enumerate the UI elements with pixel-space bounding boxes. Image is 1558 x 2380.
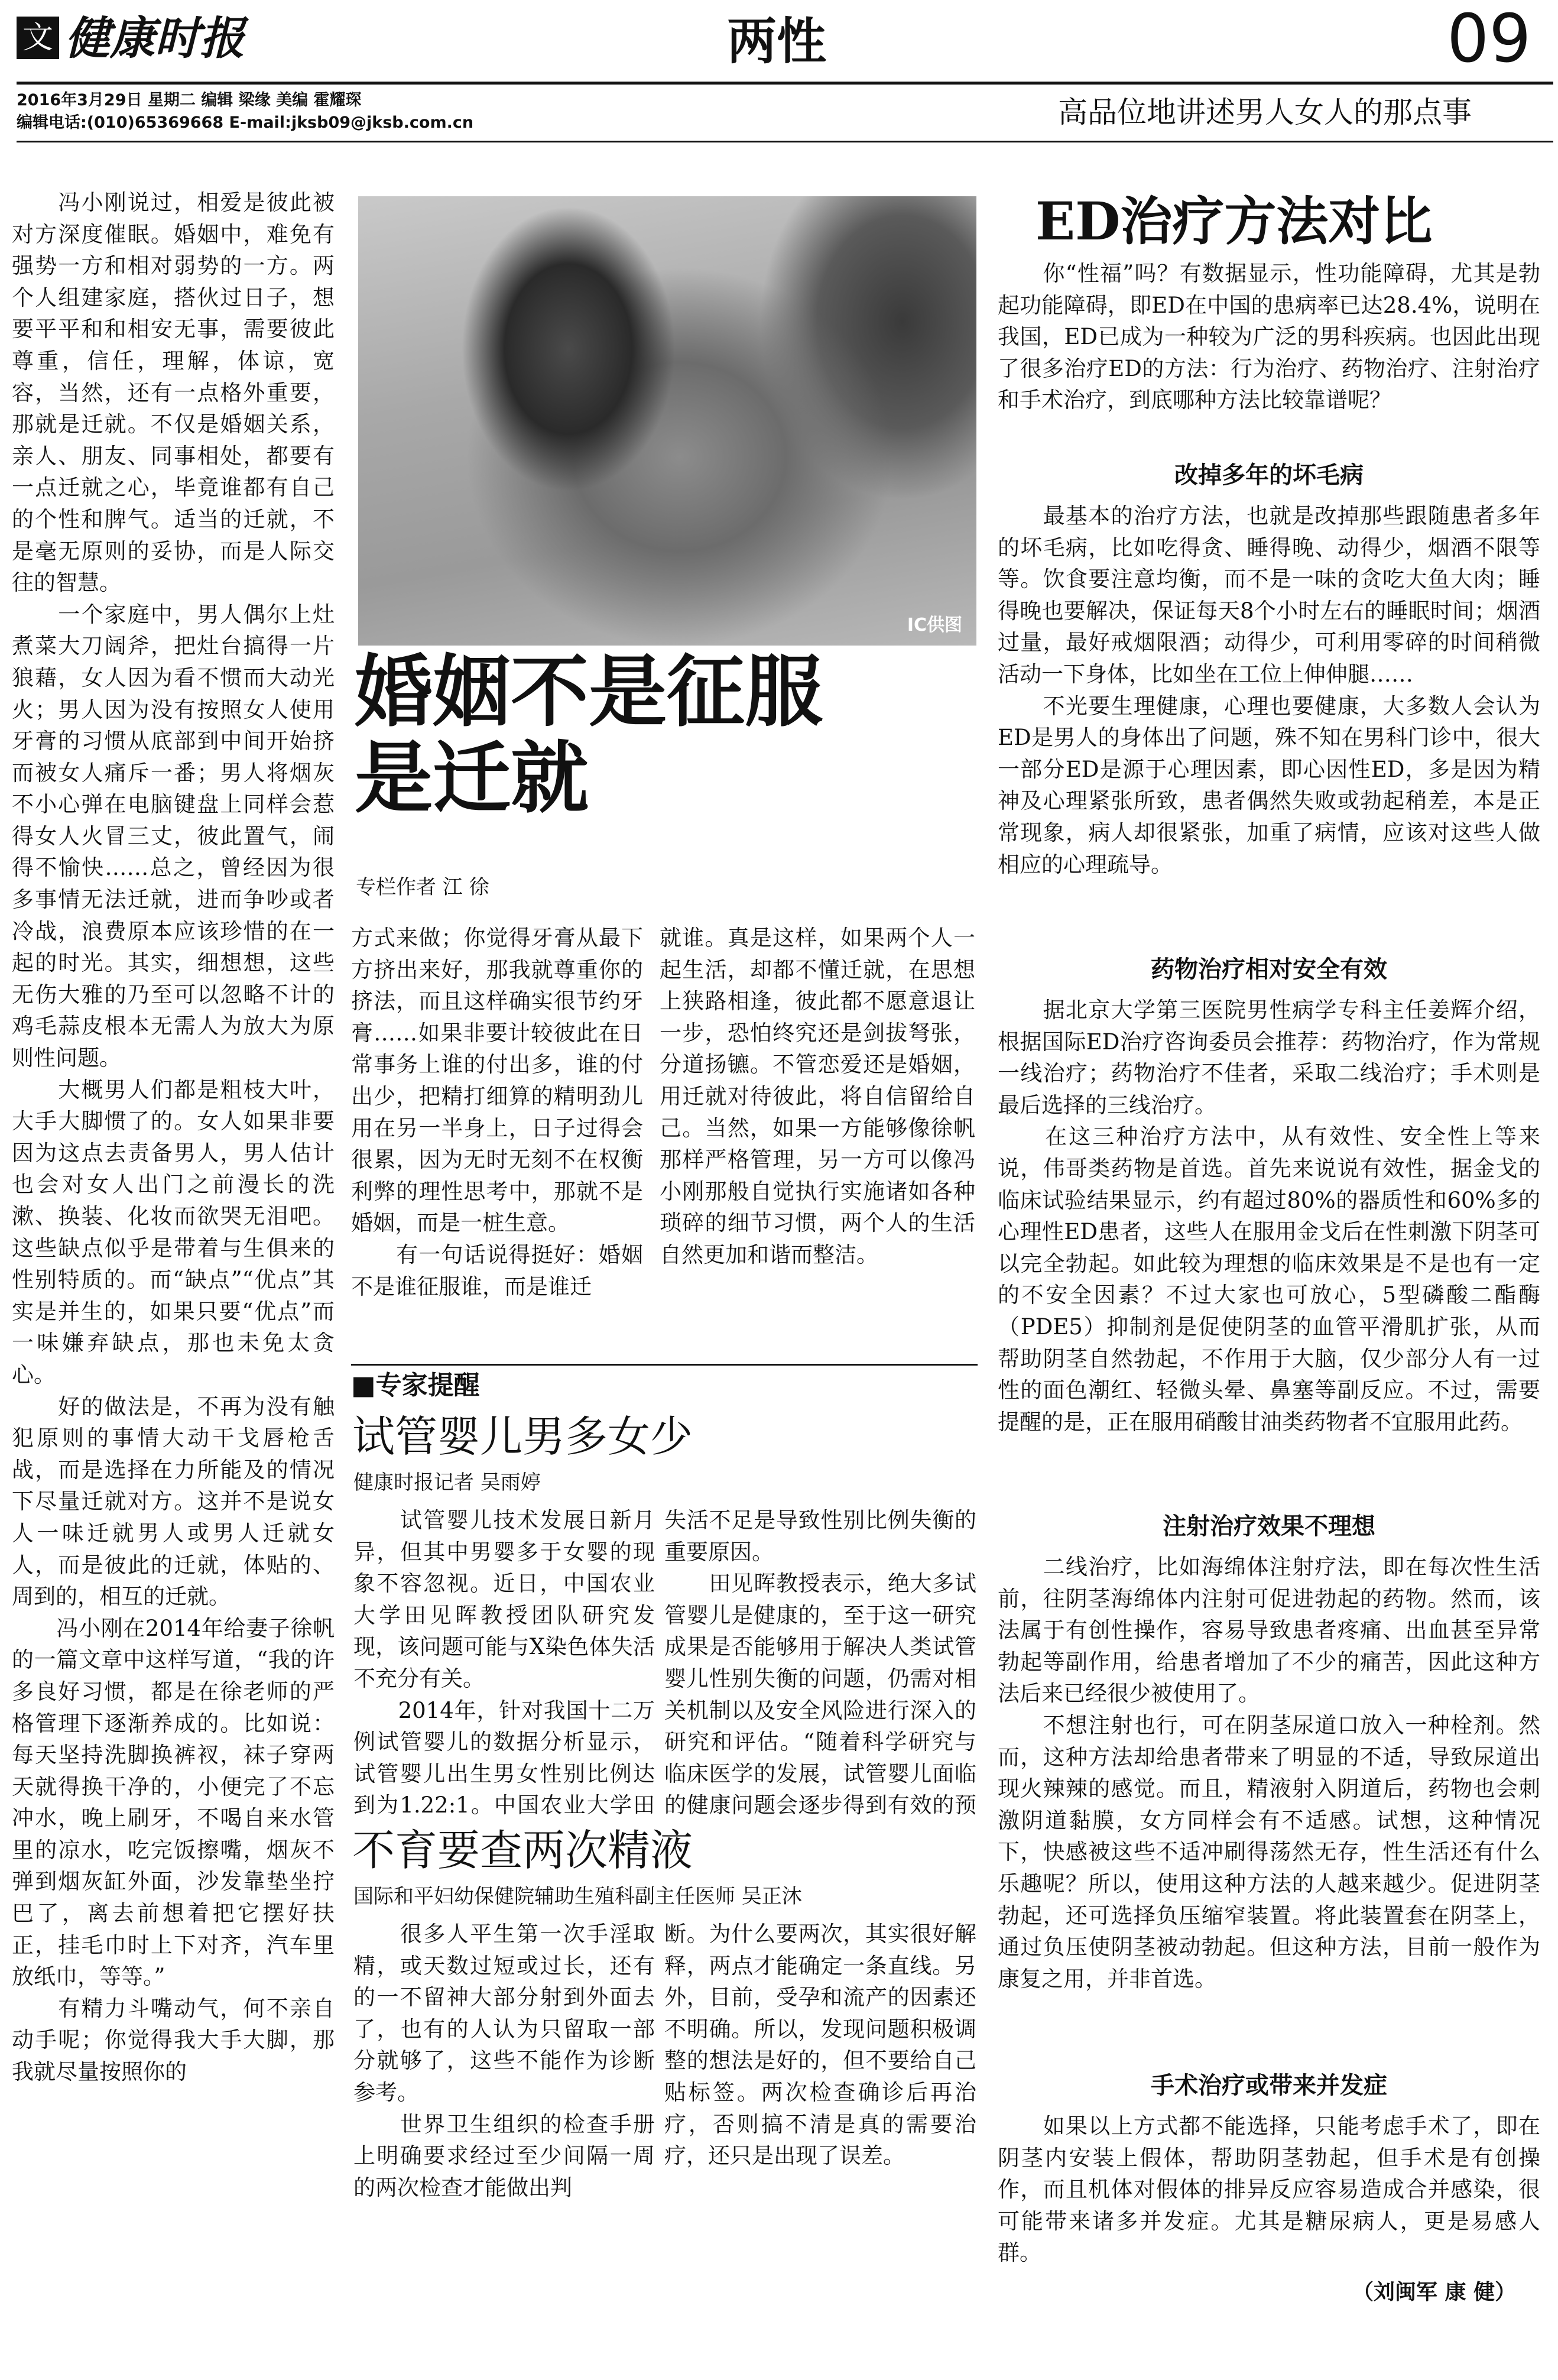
semen-byline: 国际和平妇幼保健院辅助生殖科副主任医师 吴正沐 (353, 1885, 802, 1908)
ed-section-4: 如果以上方式都不能选择，只能考虑手术了，即在阴茎内安装上假体，帮助阴茎勃起，但手术是有创操作，而且机体对假体的排异反应容易造成合并感染，很可能带来诸多并发症。尤其是糖尿病人，更是易感人群。 (998, 2113, 1540, 2266)
main-headline-line1: 婚姻不是征服 (355, 646, 823, 738)
ed-section-3: 二线治疗，比如海绵体注射疗法，即在每次性生活前，往阴茎海绵体内注射可促进勃起的药物。然而，该法属于有创性操作，容易导致患者疼痛、出血甚至异常勃起等副作用，给患者增加了不少的痛苦，因此这种方法后来已经很少被使用了。 不想注射也行，可在阴茎尿道口放入一种栓剂。然而，这种方法却给患者带来了明显的不适，导致尿道出现火辣辣的感觉。而且，精液射入阴道后，药物也会刺激阴道黏膜，女方同样会有不适感。试想，这种情况下，快感被这些不适冲刷得荡然无存，性生活还有什么乐趣呢？所以，使用这种方法的人越来越少。促进阴茎勃起，还可选择负压缩窄装置。将此装置套在阴茎上，通过负压使阴茎被动勃起。但这种方法，目前一般作为康复之用，并非首选。 (998, 1554, 1540, 1992)
masthead-rule (17, 82, 1553, 85)
newspaper-logo: 健康时报 (65, 12, 245, 64)
ed-author: （刘闽军 康 健） (1352, 2280, 1517, 2304)
couple-photo (358, 196, 976, 646)
ivf-byline: 健康时报记者 吴雨婷 (353, 1471, 541, 1494)
semen-col2: 断。为什么要两次，其实很好解释，两点才能确定一条直线。另外，目前，受孕和流产的因素还不明确。所以，发现问题积极调整的想法是好的，但不要给自己贴标签。两次检查确诊后再治疗，否则搞不清是真的需要治疗，还只是出现了误差。 (664, 1921, 976, 2169)
main-byline: 专栏作者 江 徐 (356, 876, 489, 899)
ed-subhead-1: 改掉多年的坏毛病 (1174, 462, 1364, 489)
ed-section-1: 最基本的治疗方法，也就是改掉那些跟随患者多年的坏毛病，比如吃得贪、睡得晚、动得少，烟酒不限等等。饮食要注意均衡，而不是一味的贪吃大鱼大肉；睡得晚也要解决，保证每天8个小时左右的睡眠时间；烟酒过量，最好戒烟限酒；动得少，可利用零碎的时间稍微活动一下身体，比如坐在工位上伸伸腿…… 不光要生理健康，心理也要健康，大多数人会认为ED是男人的身体出了问题，殊不知在男科门诊中，很大一部分ED是源于心理因素，即心因性ED，多是因为精神及心理紧张所致，患者偶然失败或勃起稍差，本是正常现象，病人却很紧张，加重了病情，应该对这些人做相应的心理疏导。 (998, 503, 1540, 877)
semen-headline: 不育要查两次精液 (352, 1825, 693, 1875)
ed-headline: ED治疗方法对比 (1036, 190, 1433, 252)
ed-intro: 你“性福”吗？有数据显示，性功能障碍，尤其是勃起功能障碍，即ED在中国的患病率已达28.4%，说明在我国，ED已成为一种较为广泛的男科疾病。也因此出现了很多治疗ED的方法：行为治疗、药物治疗、注射治疗和手术治疗，到底哪种方法比较靠谱呢？ (998, 261, 1540, 413)
ivf-col1: 试管婴儿技术发展日新月异，但其中男婴多于女婴的现象不容忽视。近日，中国农业大学田见晖教授团队研究发现，该问题可能与X染色体失活不充分有关。 2014年，针对我国十二万例试管婴儿的数据分析显示，试管婴儿出生男女性别比例达到为1.22:1。中国农业大学田 (353, 1507, 655, 1818)
ed-section-2: 据北京大学第三医院男性病学专科主任姜辉介绍，根据国际ED治疗咨询委员会推荐：药物治疗，作为常规一线治疗；药物治疗不佳者，采取二线治疗；手术则是最后选择的三线治疗。 在这三种治疗方法中，从有效性、安全性上等来说，伟哥类药物是首选。首先来说说有效性，据金戈的临床试验结果显示，约有超过80%的器质性和60%多的心理性ED患者，这些人在服用金戈后在性刺激下阴茎可以完全勃起。如此较为理想的临床效果是不是也有一定的不安全因素？不过大家也可放心，5型磷酸二酯酶（PDE5）抑制剂是促使阴茎的血管平滑肌扩张，从而帮助阴茎自然勃起，不作用于大脑，仅少部分人有一过性的面色潮红、轻微头晕、鼻塞等副反应。不过，需要提醒的是，正在服用硝酸甘油类药物者不宜服用此药。 (998, 997, 1540, 1435)
main-article-col1: 冯小刚说过，相爱是彼此被对方深度催眠。婚姻中，难免有强势一方和相对弱势的一方。两个人组建家庭，搭伙过日子，想要平平和和相安无事，需要彼此尊重，信任，理解，体谅，宽容，当然，还有一点格外重要，那就是迁就。不仅是婚姻关系，亲人、朋友、同事相处，都要有一点迁就之心，毕竟谁都有自己的个性和脾气。适当的迁就，不是毫无原则的妥协，而是人际交往的智慧。 一个家庭中，男人偶尔上灶煮菜大刀阔斧，把灶台搞得一片狼藉，女人因为看不惯而大动光火；男人因为没有按照女人使用牙膏的习惯从底部到中间开始挤而被女人痛斥一番；男人将烟灰不小心弹在电脑键盘上同样会惹得女人火冒三丈，彼此置气，闹得不愉快……总之，曾经因为很多事情无法迁就，进而争吵或者冷战，浪费原本应该珍惜的在一起的时光。其实，细想想，这些无伤大雅的乃至可以忽略不计的鸡毛蒜皮根本无需人为放大为原则性问题。 大概男人们都是粗枝大叶，大手大脚惯了的。女人如果非要因为这点去责备男人，男人估计也会对女人出门之前漫长的洗漱、换装、化妆而欲哭无泪吧。这些缺点似乎是带着与生俱来的性别特质的。而“缺点”“优点”其实是并生的，如果只要“优点”而一味嫌弃缺点，那也未免太贪心。 好的做法是，不再为没有触犯原则的事情大动干戈唇枪舌战，而是选择在力所能及的情况下尽量迁就对方。这并不是说女人一味迁就男人或男人迁就女人，而是彼此的迁就，体贴的、周到的，相互的迁就。 冯小刚在2014年给妻子徐帆的一篇文章中这样写道，“我的许多良好习惯，都是在徐老师的严格管理下逐渐养成的。比如说：每天坚持洗脚换裤衩，袜子穿两天就得换干净的，小便完了不忘冲水，晚上刷牙，不喝自来水管里的凉水，吃完饭擦嘴，烟灰不弹到烟灰缸外面，沙发靠垫坐拧巴了，离去前想着把它摆好扶正，挂毛巾时上下对齐，汽车里放纸巾，等等。” 有精力斗嘴动气，何不亲自动手呢；你觉得我大手大脚，那我就尽量按照你的 (12, 190, 335, 2085)
photo-credit: IC供图 (907, 615, 962, 635)
slogan: 高品位地讲述男人女人的那点事 (1058, 95, 1472, 129)
header-bottom-rule (17, 141, 1553, 142)
contact-line: 编辑电话:(010)65369668 E-mail:jksb09@jksb.com.cn (17, 114, 474, 132)
main-headline-line2: 是迁就 (355, 732, 589, 824)
semen-col1: 很多人平生第一次手淫取精，或天数过短或过长，还有的一不留神大部分射到外面去了，也有的人认为只留取一部分就够了，这些不能作为诊断参考。 世界卫生组织的检查手册上明确要求经过至少间隔一周的两次检查才能做出判 (353, 1921, 655, 2200)
ed-subhead-3: 注射治疗效果不理想 (1163, 1513, 1375, 1540)
logo-mark: 文 (17, 17, 59, 59)
ivf-col2: 失活不足是导致性别比例失衡的重要原因。 田见晖教授表示，绝大多试管婴儿是健康的，至于这一研究成果是否能够用于解决人类试管婴儿性别失衡的问题，仍需对相关机制以及安全风险进行深入的研究和评估。“随着科学研究与临床医学的发展，试管婴儿面临的健康问题会逐步得到有效的预 (664, 1507, 976, 1818)
ivf-headline: 试管婴儿男多女少 (352, 1412, 693, 1461)
ed-subhead-2: 药物治疗相对安全有效 (1151, 956, 1387, 983)
masthead (0, 0, 1558, 148)
main-article-col3: 就谁。真是这样，如果两个人一起生活，却都不懂迁就，在思想上狭路相逢，彼此都不愿意退让一步，恐怕终究还是剑拔弩张，分道扬镳。不管恋爱还是婚姻，用迁就对待彼此，将自信留给自己。当然，如果一方能够像徐帆那样严格管理，另一方可以像冯小刚那般自觉执行实施诸如各种琐碎的细节习惯，两个人的生活自然更加和谐而整洁。 (660, 925, 975, 1267)
expert-top-rule (351, 1364, 978, 1366)
page-number: 09 (1447, 1, 1531, 77)
main-article-col2: 方式来做；你觉得牙膏从最下方挤出来好，那我就尊重你的挤法，而且这样确实很节约牙膏……如果非要计较彼此在日常事务上谁的付出多，谁的付出少，把精打细算的精明劲儿用在另一半身上，日子过得会很累，因为无时无刻不在权衡利弊的理性思考中，那就不是婚姻，而是一桩生意。 有一句话说得挺好：婚姻不是谁征服谁，而是谁迁 (351, 925, 643, 1299)
section-title: 两性 (727, 12, 827, 70)
ed-subhead-4: 手术治疗或带来并发症 (1151, 2072, 1387, 2099)
main-headline (355, 646, 981, 824)
expert-label: ■专家提醒 (351, 1370, 480, 1400)
date-line: 2016年3月29日 星期二 编辑 梁缘 美编 霍耀琛 (17, 91, 362, 109)
